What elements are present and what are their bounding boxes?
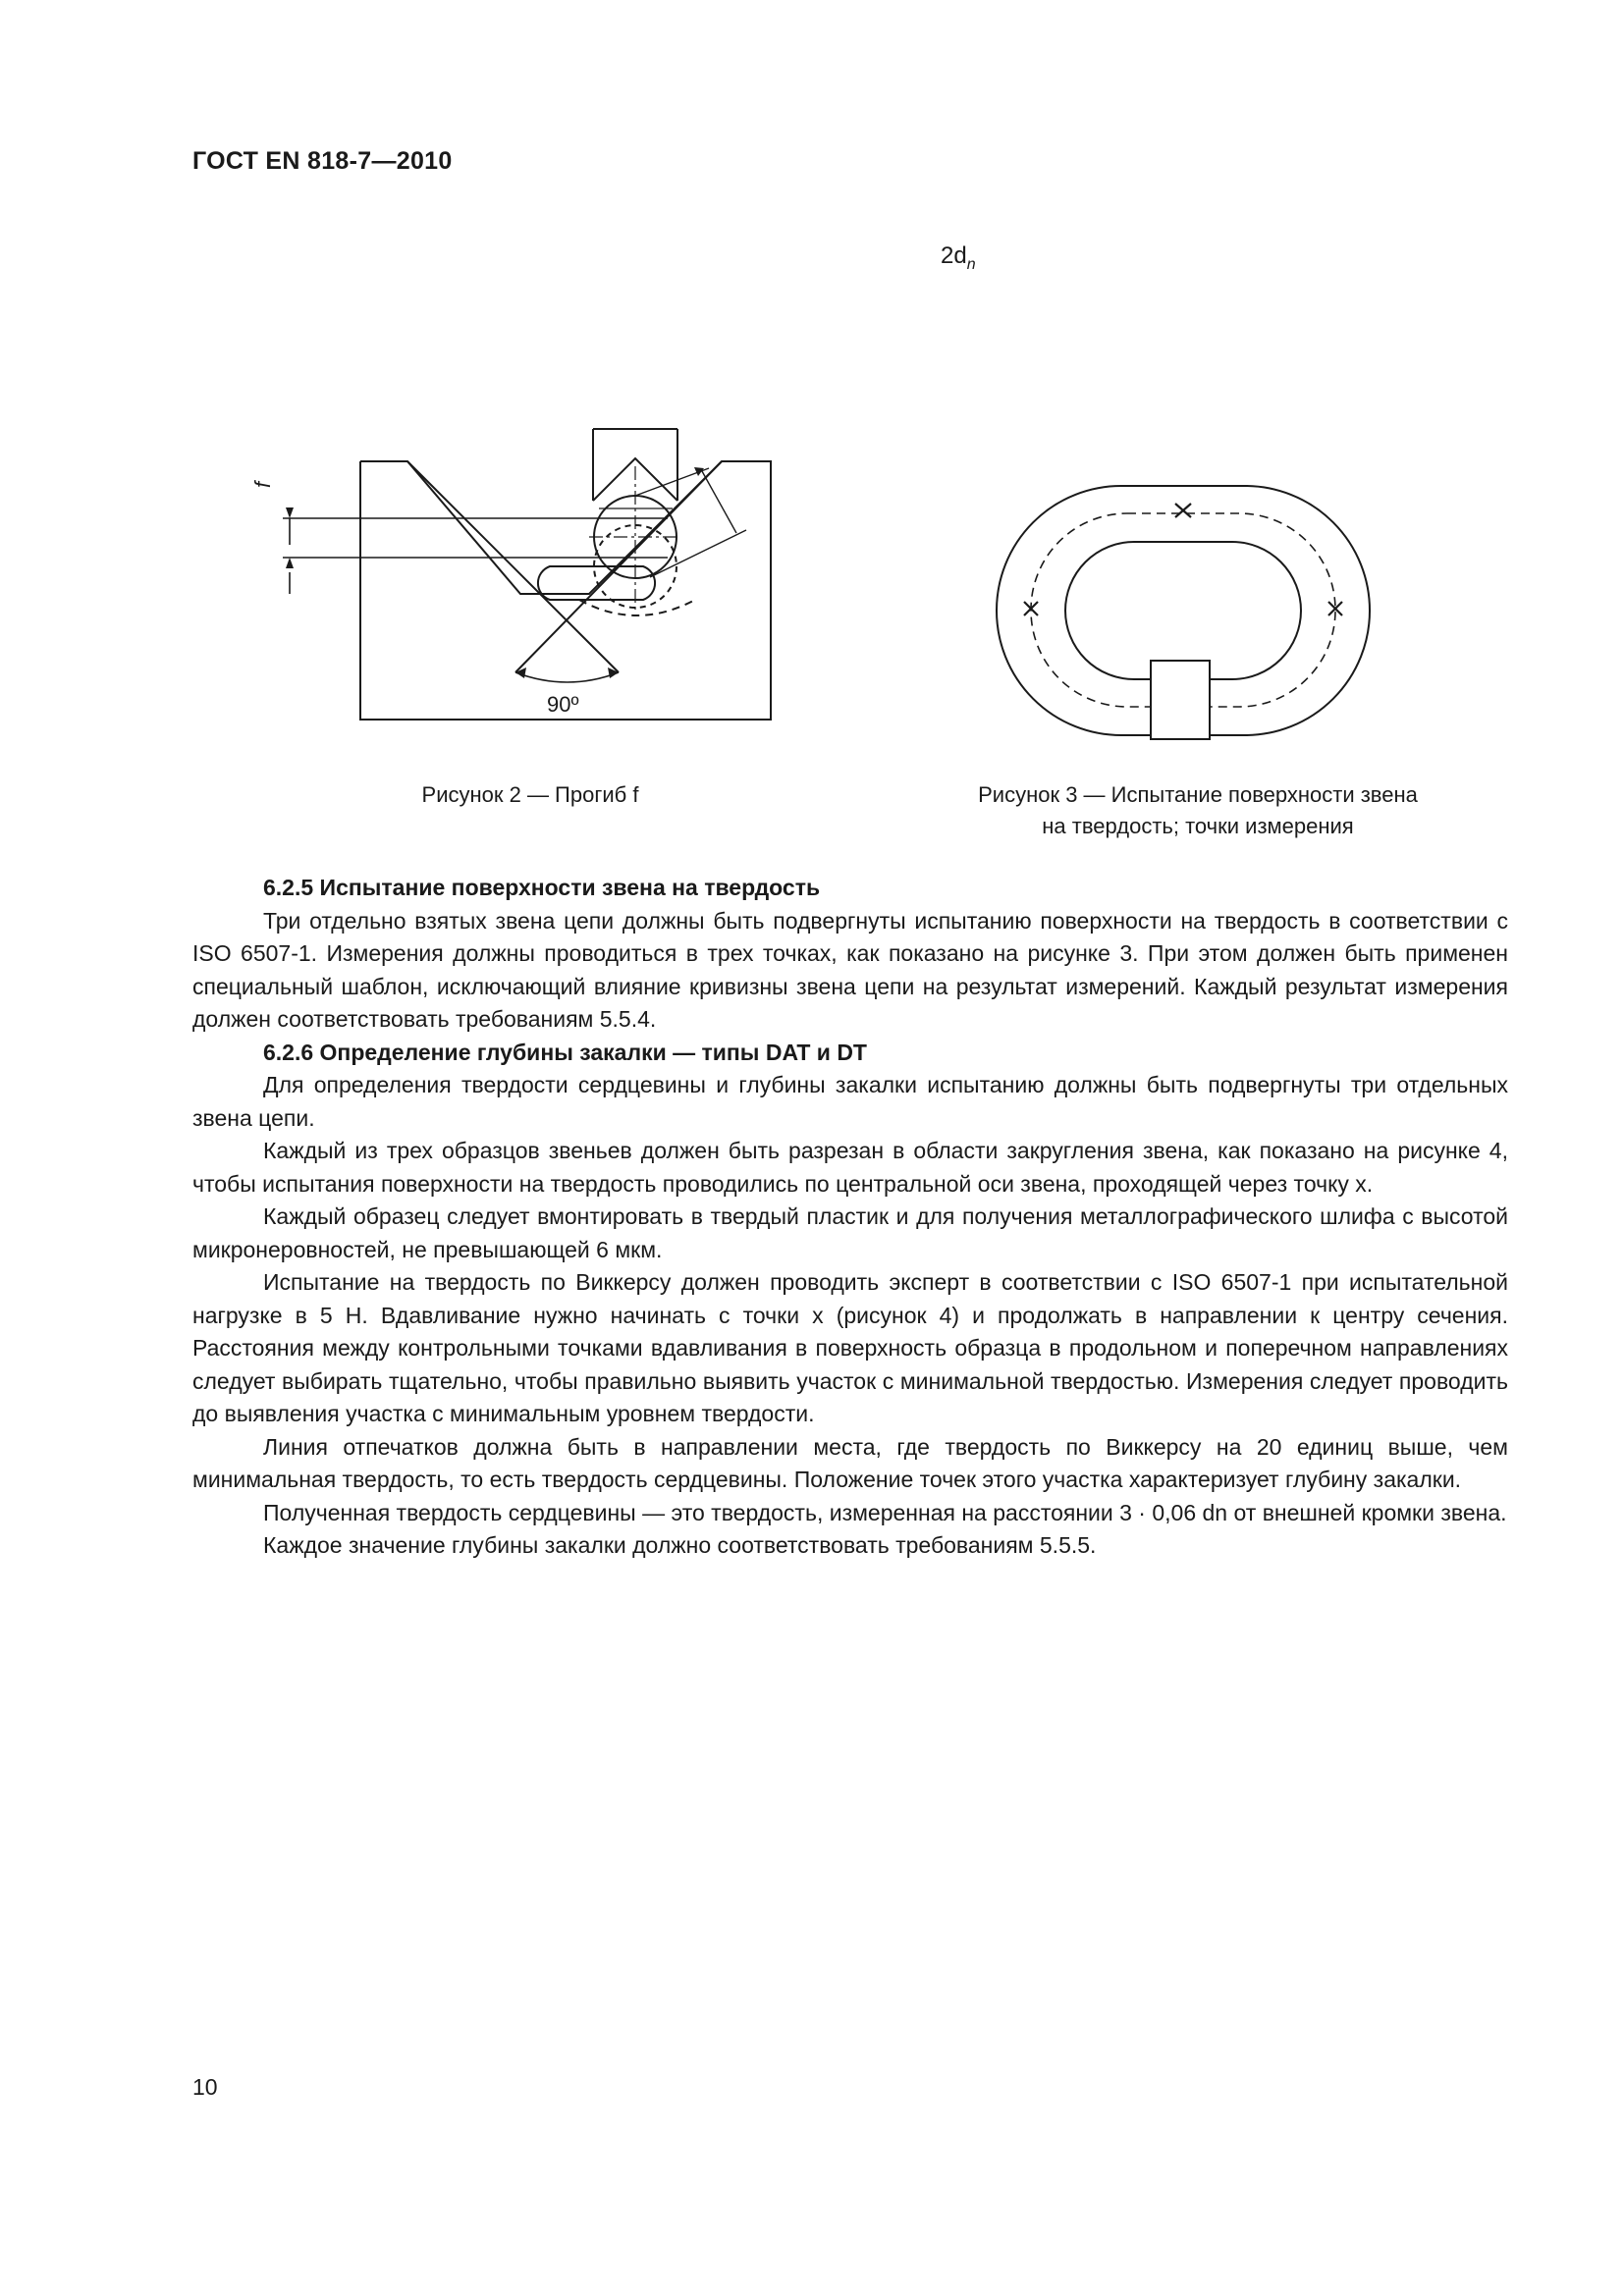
figure-2-deflection-diagram <box>250 242 976 741</box>
measurement-points <box>1024 504 1342 615</box>
page-number: 10 <box>192 2074 218 2100</box>
diameter-label: $2d_n$ <box>941 242 976 273</box>
body-text <box>192 872 1508 1563</box>
paragraph: Три отдельно взятых звена цепи должны быть подвергнуты испытанию поверхности на твердость в соответствии с ISO 6507-1. Измерения должны проводиться в трех точках, как показано на рисунке 3. При этом должен быть применен специальный шаблон, исключающий влияние кривизны звена цепи на результат измерений. Каждый результат измерения должен соответствовать требованиям 5.5.4. <box>192 907 1508 1032</box>
angle-label: 90º <box>547 692 579 717</box>
figure-3-link-diagram <box>982 471 1394 766</box>
paragraph: Полученная твердость сердцевины — это твердость, измеренная на расстоянии 3 · 0,06 dn от внешней кромки звена. <box>263 1499 1507 1525</box>
figure-2-caption: Рисунок 2 — Прогиб f <box>421 782 639 807</box>
link-weld <box>1151 661 1210 739</box>
paragraph: Каждый образец следует вмонтировать в твердый пластик и для получения металлографического шлифа с высотой микронеровностей, не превышающей 6 мкм. <box>192 1203 1508 1262</box>
deflection-label: f <box>250 481 275 488</box>
section-heading: 6.2.6 Определение глубины закалки — типы DAT и DT <box>263 1039 867 1065</box>
plunger <box>339 177 358 250</box>
figure-3-caption-line1: Рисунок 3 — Испытание поверхности звена <box>978 782 1418 807</box>
figure-3-caption <box>884 779 1512 842</box>
paragraph: Каждый из трех образцов звеньев должен быть разрезан в области закругления звена, как показано на рисунке 4, чтобы испытания поверхности на твердость проводились по центральной оси звена, проходящей через точку x. <box>192 1138 1508 1197</box>
document-header: ГОСТ EN 818-7—2010 <box>192 147 453 175</box>
figure-3-caption-line2: на твердость; точки измерения <box>1042 814 1354 838</box>
v-block <box>360 461 771 720</box>
paragraph: Для определения твердости сердцевины и глубины закалки испытанию должны быть подвергнуты три отдельных звена цепи. <box>192 1072 1508 1131</box>
paragraph: Каждое значение глубины закалки должно соответствовать требованиям 5.5.5. <box>263 1532 1097 1558</box>
paragraph: Линия отпечатков должна быть в направлении места, где твердость по Виккерсу на 20 единиц выше, чем минимальная твердость, то есть твердость сердцевины. Положение точек этого участка характеризует глубину закалки. <box>192 1433 1508 1492</box>
section-heading: 6.2.5 Испытание поверхности звена на твердость <box>263 875 821 900</box>
link-inner <box>1065 542 1301 679</box>
paragraph: Испытание на твердость по Виккерсу должен проводить эксперт в соответствии с ISO 6507-1 при испытательной нагрузке в 5 Н. Вдавливание нужно начинать с точки x (рисунок 4) и продолжать в направлении к центру сечения. Расстояния между контрольными точками вдавливания в поверхность образца в продольном и поперечном направлениях следует выбирать тщательно, чтобы правильно выявить участок с минимальной твердостью. Измерения следует проводить до выявления участка с минимальным уровнем твердости. <box>192 1269 1508 1426</box>
